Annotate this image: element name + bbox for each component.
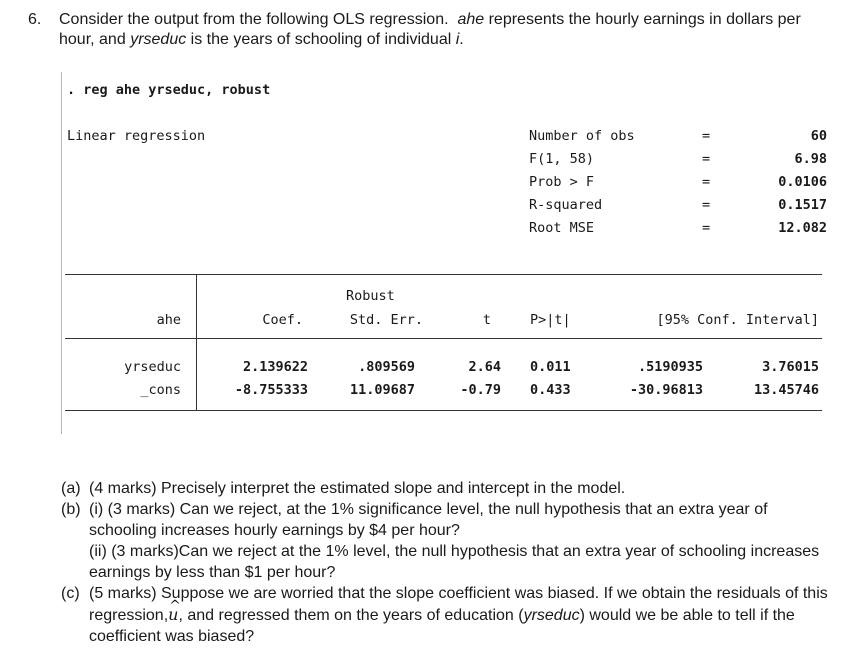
row-ci-high: 13.45746	[753, 382, 819, 398]
part-b-ii-text: (ii) (3 marks)Can we reject at the 1% level, the null hypothesis that an extra year of schooling increases earnings by less than $1 per hour?	[89, 543, 820, 581]
stat-name: Root MSE	[529, 220, 595, 236]
stat-value: 12.082	[778, 220, 827, 236]
stata-output	[61, 72, 826, 434]
residual-uhat-symbol: ^ u	[168, 605, 178, 624]
part-c-text-3: ) would we be able to tell if the coefficient was biased?	[89, 607, 795, 645]
header-robust: Robust	[346, 288, 395, 304]
part-c-text-2: , and regressed them on the years of education (	[178, 607, 524, 624]
var-i: i	[455, 31, 460, 48]
part-a	[61, 478, 831, 499]
row-p: 0.011	[530, 359, 571, 375]
row-ci-low: .5190935	[637, 359, 703, 375]
stat-equals: =	[702, 151, 711, 167]
stat-value: 6.98	[794, 151, 827, 167]
table-top-rule	[65, 274, 822, 275]
header-p: P>|t|	[530, 312, 571, 328]
part-b	[61, 499, 831, 583]
header-depvar: ahe	[156, 312, 181, 328]
stat-value: 0.0106	[778, 174, 827, 190]
intro-text-2: represents the hourly earnings in dollars per hour, and	[59, 11, 801, 48]
stat-row	[529, 174, 827, 196]
stat-value: 60	[810, 128, 827, 144]
stat-name: R-squared	[529, 197, 603, 213]
part-c-var: yrseduc	[523, 607, 580, 624]
stat-row	[529, 197, 827, 219]
stat-value: 0.1517	[778, 197, 827, 213]
row-t: 2.64	[468, 359, 501, 375]
question-parts	[61, 478, 831, 647]
table-header-separator	[196, 274, 197, 338]
regression-title: Linear regression	[67, 128, 206, 144]
var-yrseduc: yrseduc	[130, 31, 187, 48]
var-ahe: ahe	[457, 11, 485, 28]
stat-equals: =	[702, 128, 711, 144]
stat-row	[529, 128, 827, 150]
header-coef: Coef.	[262, 312, 303, 328]
stata-command: . reg ahe yrseduc, robust	[67, 82, 271, 98]
part-b-label: (b)	[61, 501, 81, 518]
part-c	[61, 583, 831, 647]
stat-name: F(1, 58)	[529, 151, 595, 167]
question-intro	[59, 10, 829, 50]
row-se: .809569	[358, 359, 415, 375]
intro-text-1: Consider the output from the following OLS regression.	[59, 11, 449, 28]
part-a-text: (4 marks) Precisely interpret the estimated slope and intercept in the model.	[89, 480, 626, 497]
table-header-rule	[65, 338, 822, 339]
row-ci-low: -30.96813	[629, 382, 703, 398]
row-ci-high: 3.76015	[762, 359, 819, 375]
row-se: 11.09687	[349, 382, 415, 398]
stat-equals: =	[702, 220, 711, 236]
stat-name: Prob > F	[529, 174, 595, 190]
header-stderr: Std. Err.	[349, 312, 423, 328]
stat-name: Number of obs	[529, 128, 635, 144]
question-number: 6.	[28, 11, 42, 28]
stat-equals: =	[702, 174, 711, 190]
table-body-separator	[196, 338, 197, 410]
part-c-label: (c)	[61, 585, 80, 602]
stat-row	[529, 220, 827, 242]
header-t: t	[482, 312, 491, 328]
row-var: yrseduc	[124, 359, 181, 375]
row-p: 0.433	[530, 382, 571, 398]
row-t: -0.79	[460, 382, 501, 398]
table-bottom-rule	[65, 410, 822, 411]
stat-equals: =	[702, 197, 711, 213]
row-coef: 2.139622	[242, 359, 308, 375]
output-left-border	[61, 72, 62, 434]
stat-row	[529, 151, 827, 173]
row-coef: -8.755333	[234, 382, 308, 398]
part-b-i-text: (i) (3 marks) Can we reject, at the 1% significance level, the null hypothesis that an extra year of schooling increases hourly earnings by $4 per hour?	[89, 501, 768, 539]
intro-end: .	[459, 31, 464, 48]
part-c-text-1: (5 marks) Suppose we are worried that the slope coefficient was biased. If we obtain the residuals of this regression,	[89, 585, 828, 624]
header-ci: [95% Conf. Interval]	[656, 312, 819, 328]
intro-text-3: is the years of schooling of individual	[190, 31, 452, 48]
part-a-label: (a)	[61, 480, 81, 497]
row-var: _cons	[140, 382, 181, 398]
